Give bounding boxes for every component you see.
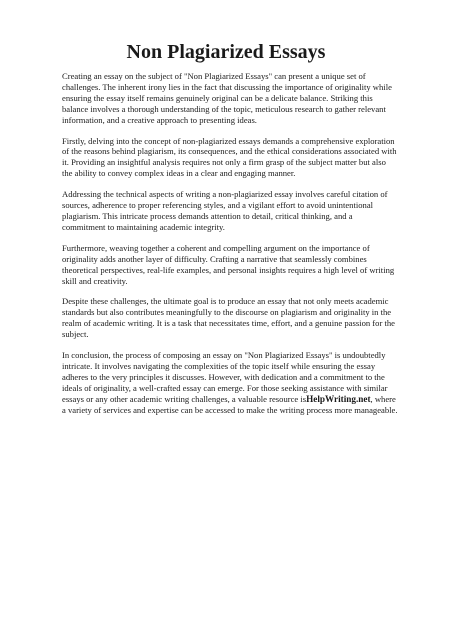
paragraph-4: Furthermore, weaving together a coherent and compelling argument on the importance of originality adds another layer of difficulty. Crafting a narrative that seamlessly combines theoretical perspectives, real-life examples, and personal insights requires a high level of writing skill and creativity. <box>62 242 395 286</box>
paragraph-3: Addressing the technical aspects of writing a non-plagiarized essay involves careful citation of sources, adherence to proper referencing styles, and a vigilant effort to avoid unintentional plagiarism. This intricate process demands attention to detail, critical thinking, and a commitment to maintaining academic integrity. <box>62 189 388 232</box>
paragraph-2: Firstly, delving into the concept of non-plagiarized essays demands a comprehensive exploration of the reasons behind plagiarism, its consequences, and the ethical considerations associated with it. Providing an insightful analysis requires not only a firm grasp of the subject matter but also the ability to convey complex ideas in a clear and engaging manner. <box>62 135 397 179</box>
document-title: Non Plagiarized Essays <box>126 41 326 63</box>
document-body <box>62 71 398 425</box>
paragraph-5: Despite these challenges, the ultimate goal is to produce an essay that not only meets academic standards but also contributes meaningfully to the discourse on plagiarism and originality in the realm of academic writing. It is a task that necessitates time, effort, and a genuine passion for the subject. <box>62 296 395 340</box>
conclusion-text-end: , where a variety of services and expertise can be accessed to make the writing process more manageable. <box>62 393 398 415</box>
paragraph-1: Creating an essay on the subject of "Non Plagiarized Essays" can present a unique set of challenges. The inherent irony lies in the fact that discussing the importance of originality while ensuring the essay itself remains genuinely original can be a delicate balance. Striking this balance involves a thorough understanding of the topic, meticulous research to gather relevant information, and a creative approach to presenting ideas. <box>62 71 392 125</box>
helpwriting-link[interactable]: HelpWriting.net <box>306 393 371 404</box>
paragraph-conclusion <box>62 350 398 415</box>
conclusion-text: In conclusion, the process of composing an essay on "Non Plagiarized Essays" is undoubtedly intricate. It involves navigating the complexities of the topic itself while ensuring the essay adheres to the very principles it discusses. However, with dedication and a commitment to the ideals of originality, a well-crafted essay can emerge. For those seeking assistance with similar essays or any other academic writing challenges, a valuable resource is <box>62 350 388 404</box>
